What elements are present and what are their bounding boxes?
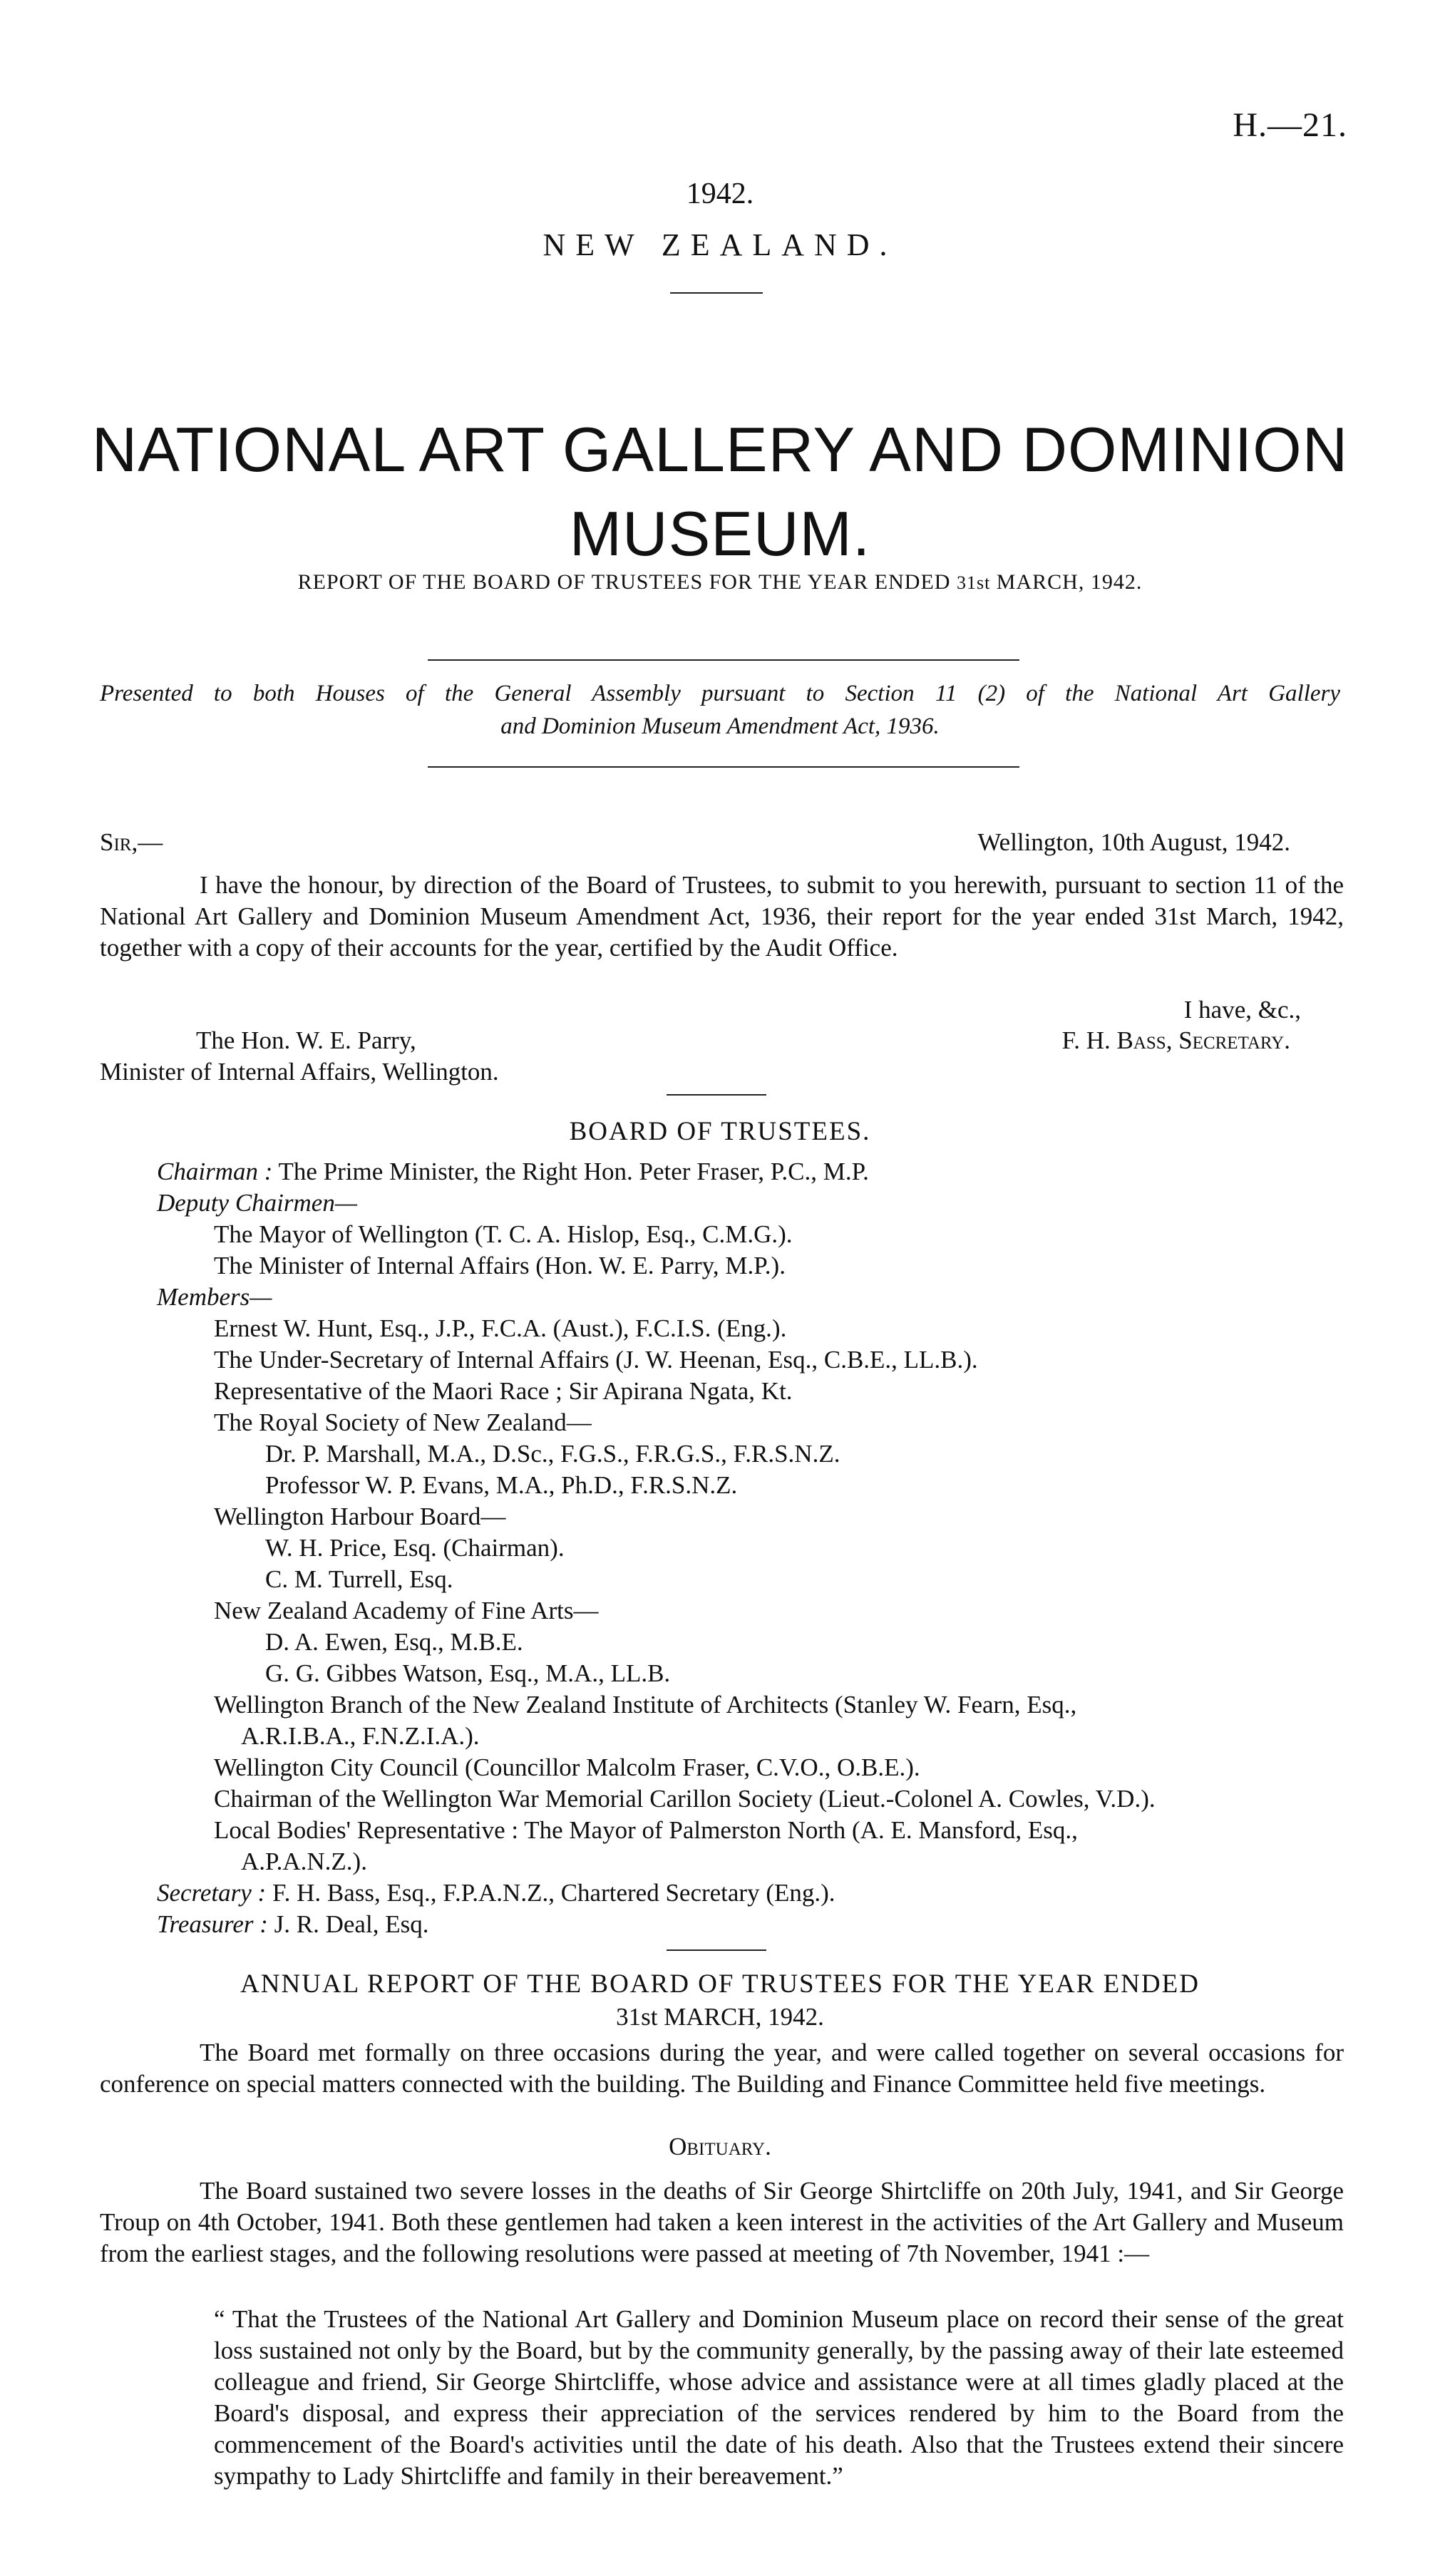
- member-5b: C. M. Turrell, Esq.: [265, 1565, 453, 1593]
- member-6: New Zealand Academy of Fine Arts—: [214, 1597, 599, 1624]
- member-10-line-1: Local Bodies' Representative : The Mayor of Palmerston North (A. E. Mansford, Esq.,: [214, 1816, 1078, 1844]
- resolution-quote: [214, 2304, 1344, 2492]
- chairman-name: The Prime Minister, the Right Hon. Peter Fraser, P.C., M.P.: [278, 1158, 869, 1185]
- member-4a: Dr. P. Marshall, M.A., D.Sc., F.G.S., F.R.G.S., F.R.S.N.Z.: [265, 1440, 840, 1468]
- addressee-office: Minister of Internal Affairs, Wellington.: [100, 1058, 499, 1086]
- annual-report-heading: ANNUAL REPORT OF THE BOARD OF TRUSTEES FOR THE YEAR ENDED: [240, 1969, 1200, 1999]
- presented-line-1: Presented to both Houses of the General Assembly pursuant to Section 11 (2) of the National Art Gallery: [100, 681, 1340, 706]
- presented-line-2: and Dominion Museum Amendment Act, 1936.: [500, 713, 940, 739]
- document-title: NATIONAL ART GALLERY AND DOMINION MUSEUM.: [91, 414, 1349, 569]
- letter-salutation: Sir,—: [100, 828, 163, 856]
- deputy-label: Deputy Chairmen—: [157, 1189, 357, 1217]
- letter-signature: F. H. Bass, Secretary.: [1061, 1026, 1290, 1054]
- subtitle-suffix: MARCH, 1942.: [996, 570, 1143, 594]
- member-1: Ernest W. Hunt, Esq., J.P., F.C.A. (Aust.), F.C.I.S. (Eng.).: [214, 1314, 787, 1342]
- member-8: Wellington City Council (Councillor Malcolm Fraser, C.V.O., O.B.E.).: [214, 1753, 920, 1781]
- board-heading: BOARD OF TRUSTEES.: [569, 1117, 871, 1146]
- deputy-1: The Mayor of Wellington (T. C. A. Hislop, Esq., C.M.G.).: [214, 1220, 793, 1248]
- letter-body-text: I have the honour, by direction of the Board of Trustees, to submit to you herewith, pursuant to section 11 of the National Art Gallery and Dominion Museum Amendment Act, 1936, their report for the year ended 31st March, 1942, together with a copy of their accounts for the year, certified by the Audit Office.: [100, 871, 1344, 962]
- divider: [428, 766, 1019, 768]
- report-year: 1942.: [686, 177, 754, 210]
- secretary-line: [157, 1877, 835, 1909]
- member-5: Wellington Harbour Board—: [214, 1503, 506, 1530]
- member-7-line-1: Wellington Branch of the New Zealand Institute of Architects (Stanley W. Fearn, Esq.,: [214, 1691, 1077, 1719]
- chairman-label: Chairman :: [157, 1158, 273, 1185]
- divider: [667, 1094, 766, 1096]
- deputy-2: The Minister of Internal Affairs (Hon. W. E. Parry, M.P.).: [214, 1252, 786, 1279]
- presented-statement: [100, 677, 1340, 743]
- member-5a: W. H. Price, Esq. (Chairman).: [265, 1534, 565, 1562]
- member-2: The Under-Secretary of Internal Affairs (J. W. Heenan, Esq., C.B.E., LL.B.).: [214, 1346, 978, 1374]
- member-9: Chairman of the Wellington War Memorial Carillon Society (Lieut.-Colonel A. Cowles, V.D.).: [214, 1785, 1156, 1813]
- divider: [667, 1949, 766, 1951]
- obituary-paragraph: [100, 2175, 1344, 2270]
- addressee-name: The Hon. W. E. Parry,: [196, 1026, 416, 1054]
- member-4: The Royal Society of New Zealand—: [214, 1408, 592, 1436]
- member-7-line-2: A.R.I.B.A., F.N.Z.I.A.).: [241, 1722, 480, 1750]
- member-6a: D. A. Ewen, Esq., M.B.E.: [265, 1628, 523, 1656]
- member-6b: G. G. Gibbes Watson, Esq., M.A., LL.B.: [265, 1659, 671, 1687]
- member-4b: Professor W. P. Evans, M.A., Ph.D., F.R.S.N.Z.: [265, 1471, 738, 1499]
- country-heading: NEW ZEALAND.: [542, 227, 898, 262]
- page-reference: H.—21.: [1233, 106, 1347, 144]
- resolution-text: “ That the Trustees of the National Art Gallery and Dominion Museum place on record their sense of the great loss sustained not only by the Board, but by the community generally, by the passing away of their late esteemed colleague and friend, Sir George Shirtcliffe, whose advice and assistance were at all times gladly placed at the Board's disposal, and express their appreciation of the services rendered by him to the Board from the commencement of the Board's activities until the date of his death. Also that the Trustees extend their sincere sympathy to Lady Shirtcliffe and family in their bereavement.”: [214, 2305, 1344, 2490]
- subtitle-prefix: REPORT OF THE BOARD OF TRUSTEES FOR THE YEAR ENDED: [297, 570, 951, 594]
- members-label: Members—: [157, 1283, 272, 1311]
- annual-paragraph-text: The Board met formally on three occasions during the year, and were called together on several occasions for conference on special matters connected with the building. The Building and Finance Committee held five meetings.: [100, 2039, 1344, 2098]
- treasurer-line: [157, 1909, 428, 1940]
- secretary-label: Secretary :: [157, 1879, 267, 1907]
- letter-date: Wellington, 10th August, 1942.: [977, 828, 1290, 856]
- secretary-name: F. H. Bass, Esq., F.P.A.N.Z., Chartered Secretary (Eng.).: [272, 1879, 835, 1907]
- letter-body: [100, 870, 1344, 964]
- subtitle-day: 31st: [956, 572, 991, 593]
- member-10-line-2: A.P.A.N.Z.).: [241, 1848, 367, 1875]
- report-subtitle: [0, 570, 1440, 594]
- obituary-paragraph-text: The Board sustained two severe losses in the deaths of Sir George Shirtcliffe on 20th July, 1941, and Sir George Troup on 4th October, 1941. Both these gentlemen had taken a keen interest in the activities of the Art Gallery and Museum from the earliest stages, and the following resolutions were passed at meeting of 7th November, 1941 :—: [100, 2177, 1344, 2267]
- annual-paragraph: [100, 2037, 1344, 2100]
- chairman-line: [157, 1156, 869, 1187]
- obituary-heading: Obituary.: [669, 2133, 771, 2160]
- divider: [428, 659, 1019, 661]
- treasurer-name: J. R. Deal, Esq.: [274, 1910, 429, 1938]
- member-3: Representative of the Maori Race ; Sir Apirana Ngata, Kt.: [214, 1377, 793, 1405]
- divider: [670, 292, 763, 294]
- letter-closing: I have, &c.,: [1183, 996, 1301, 1024]
- treasurer-label: Treasurer :: [157, 1910, 268, 1938]
- annual-report-date: 31st MARCH, 1942.: [616, 2003, 824, 2031]
